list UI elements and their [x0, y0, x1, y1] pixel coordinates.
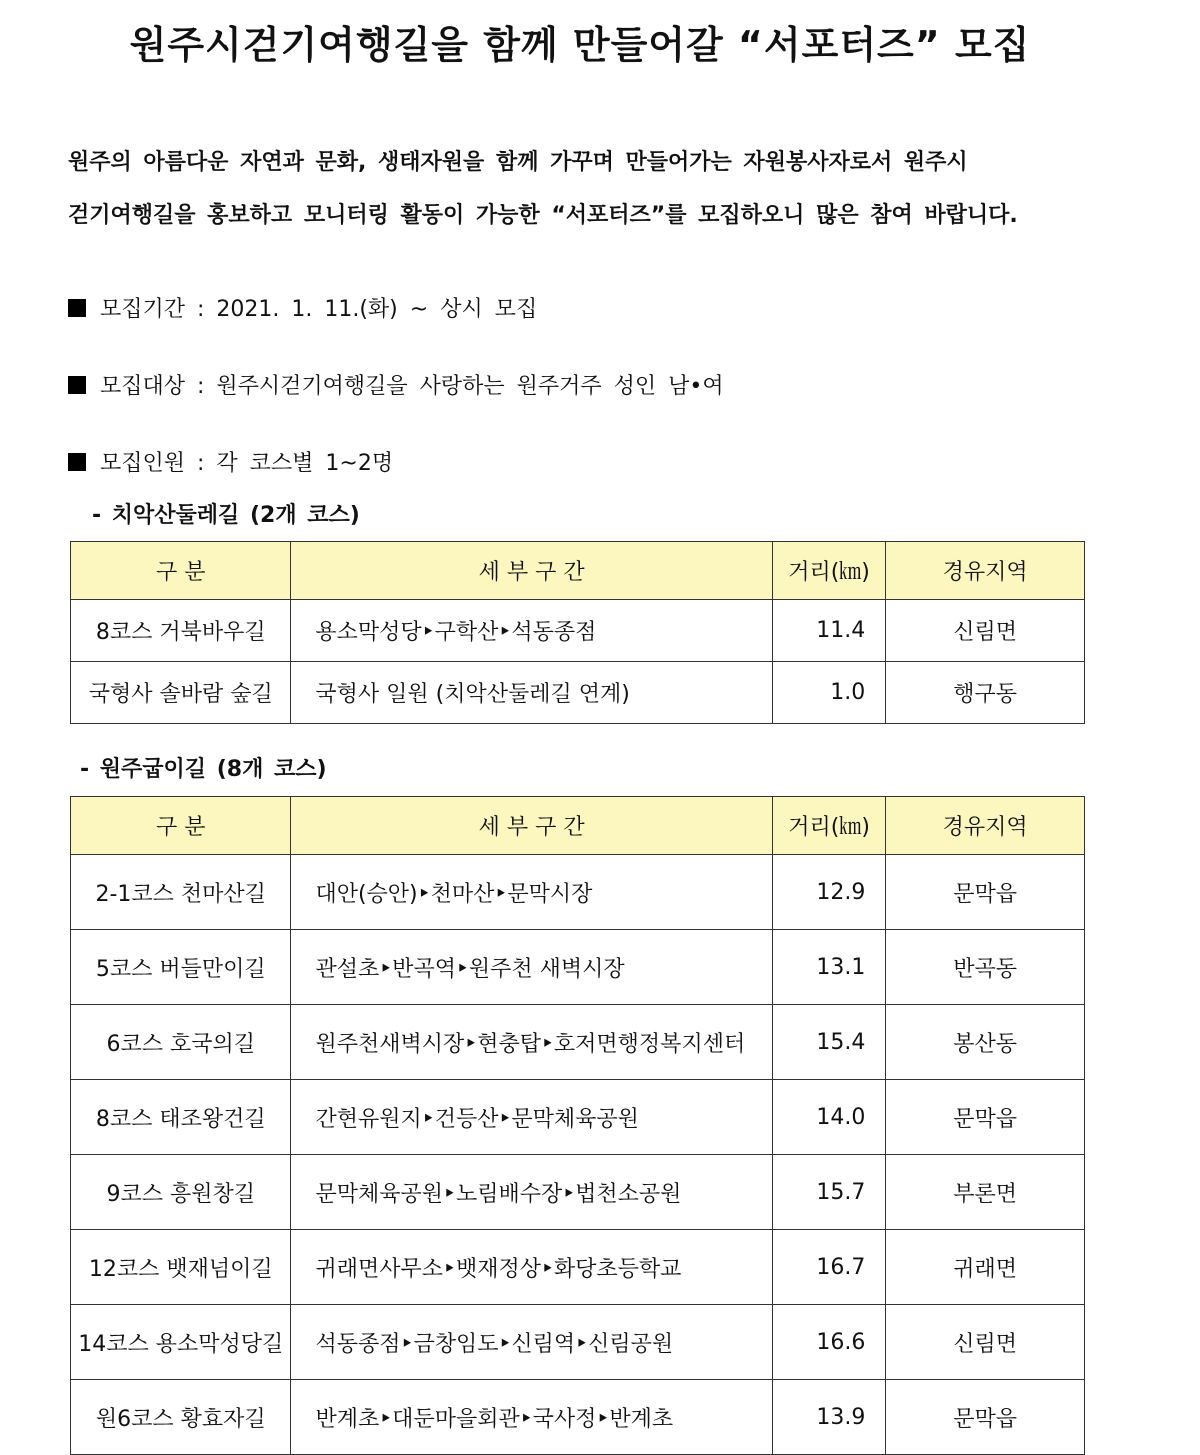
- table-row: [71, 1380, 1085, 1455]
- course-area: 문막읍: [886, 1080, 1085, 1155]
- course-name: 8코스 거북바우길: [71, 600, 291, 662]
- table-row: [71, 1155, 1085, 1230]
- recruit-period-item: [68, 292, 537, 323]
- table-row: [71, 600, 1085, 662]
- course-section: 귀래면사무소‣뱃재정상‣화당초등학교: [291, 1230, 772, 1305]
- table-row: [71, 662, 1085, 724]
- recruit-count-item: [68, 446, 393, 477]
- course-distance: 1.0: [772, 662, 885, 724]
- course-name: 국형사 솔바람 숲길: [71, 662, 291, 724]
- square-bullet-icon: [68, 453, 86, 471]
- wonju-gubigil-course-table: [70, 796, 1085, 1455]
- course-section: 용소막성당‣구학산‣석동종점: [291, 600, 772, 662]
- course-name: 2-1코스 천마산길: [71, 855, 291, 930]
- chiaksan-course-table: [70, 541, 1085, 724]
- intro-paragraph: [68, 136, 1128, 242]
- header-area: 경유지역: [886, 542, 1085, 600]
- course-section: 관설초‣반곡역‣원주천 새벽시장: [291, 930, 772, 1005]
- table-row: [71, 930, 1085, 1005]
- course-distance: 16.6: [772, 1305, 885, 1380]
- square-bullet-icon: [68, 299, 86, 317]
- header-section: 세 부 구 간: [291, 542, 772, 600]
- table-row: [71, 1080, 1085, 1155]
- header-area: 경유지역: [886, 797, 1085, 855]
- course-name: 14코스 용소막성당길: [71, 1305, 291, 1380]
- table-row: [71, 1005, 1085, 1080]
- course-distance: 15.4: [772, 1005, 885, 1080]
- course-section: 반계초‣대둔마을회관‣국사정‣반계초: [291, 1380, 772, 1455]
- course-section: 대안(승안)‣천마산‣문막시장: [291, 855, 772, 930]
- course-distance: 11.4: [772, 600, 885, 662]
- page-title: 원주시걷기여행길을 함께 만들어갈 “서포터즈” 모집: [129, 23, 1031, 67]
- course-section: 문막체육공원‣노림배수장‣법천소공원: [291, 1155, 772, 1230]
- course-area: 신림면: [886, 600, 1085, 662]
- course-name: 9코스 흥원창길: [71, 1155, 291, 1230]
- course-distance: 15.7: [772, 1155, 885, 1230]
- course-name: 12코스 뱃재넘이길: [71, 1230, 291, 1305]
- course-area: 봉산동: [886, 1005, 1085, 1080]
- course-name: 8코스 태조왕건길: [71, 1080, 291, 1155]
- section-title-wonju-gubigil: - 원주굽이길 (8개 코스): [80, 757, 327, 782]
- course-distance: 16.7: [772, 1230, 885, 1305]
- course-area: 문막읍: [886, 855, 1085, 930]
- course-area: 문막읍: [886, 1380, 1085, 1455]
- header-category: 구 분: [71, 797, 291, 855]
- course-name: 원6코스 황효자길: [71, 1380, 291, 1455]
- course-area: 부론면: [886, 1155, 1085, 1230]
- recruit-period-text: 모집기간 : 2021. 1. 11.(화) ~ 상시 모집: [100, 297, 538, 322]
- intro-line-2: 걷기여행길을 홍보하고 모니터링 활동이 가능한 “서포터즈”를 모집하오니 많은 참여 바랍니다.: [68, 203, 1018, 228]
- course-area: 반곡동: [886, 930, 1085, 1005]
- table-row: [71, 1305, 1085, 1380]
- course-section: 간현유원지‣건등산‣문막체육공원: [291, 1080, 772, 1155]
- course-area: 행구동: [886, 662, 1085, 724]
- course-name: 6코스 호국의길: [71, 1005, 291, 1080]
- intro-line-1: 원주의 아름다운 자연과 문화, 생태자원을 함께 가꾸며 만들어가는 자원봉사자로서 원주시: [68, 150, 968, 175]
- header-section: 세 부 구 간: [291, 797, 772, 855]
- recruit-target-text: 모집대상 : 원주시걷기여행길을 사랑하는 원주거주 성인 남•여: [100, 374, 724, 399]
- recruit-count-text: 모집인원 : 각 코스별 1~2명: [100, 451, 394, 476]
- course-name: 5코스 버들만이길: [71, 930, 291, 1005]
- course-section: 원주천새벽시장‣현충탑‣호저면행정복지센터: [291, 1005, 772, 1080]
- table-header-row: [71, 542, 1085, 600]
- table-header-row: [71, 797, 1085, 855]
- course-distance: 14.0: [772, 1080, 885, 1155]
- header-distance: 거리(㎞): [772, 797, 885, 855]
- course-distance: 13.9: [772, 1380, 885, 1455]
- square-bullet-icon: [68, 376, 86, 394]
- course-distance: 13.1: [772, 930, 885, 1005]
- section-title-chiaksan: - 치악산둘레길 (2개 코스): [92, 503, 360, 528]
- course-section: 국형사 일원 (치악산둘레길 연계): [291, 662, 772, 724]
- course-area: 귀래면: [886, 1230, 1085, 1305]
- course-distance: 12.9: [772, 855, 885, 930]
- table-row: [71, 1230, 1085, 1305]
- recruit-target-item: [68, 369, 724, 400]
- course-area: 신림면: [886, 1305, 1085, 1380]
- header-category: 구 분: [71, 542, 291, 600]
- course-section: 석동종점‣금창임도‣신림역‣신림공원: [291, 1305, 772, 1380]
- header-distance: 거리(㎞): [772, 542, 885, 600]
- table-row: [71, 855, 1085, 930]
